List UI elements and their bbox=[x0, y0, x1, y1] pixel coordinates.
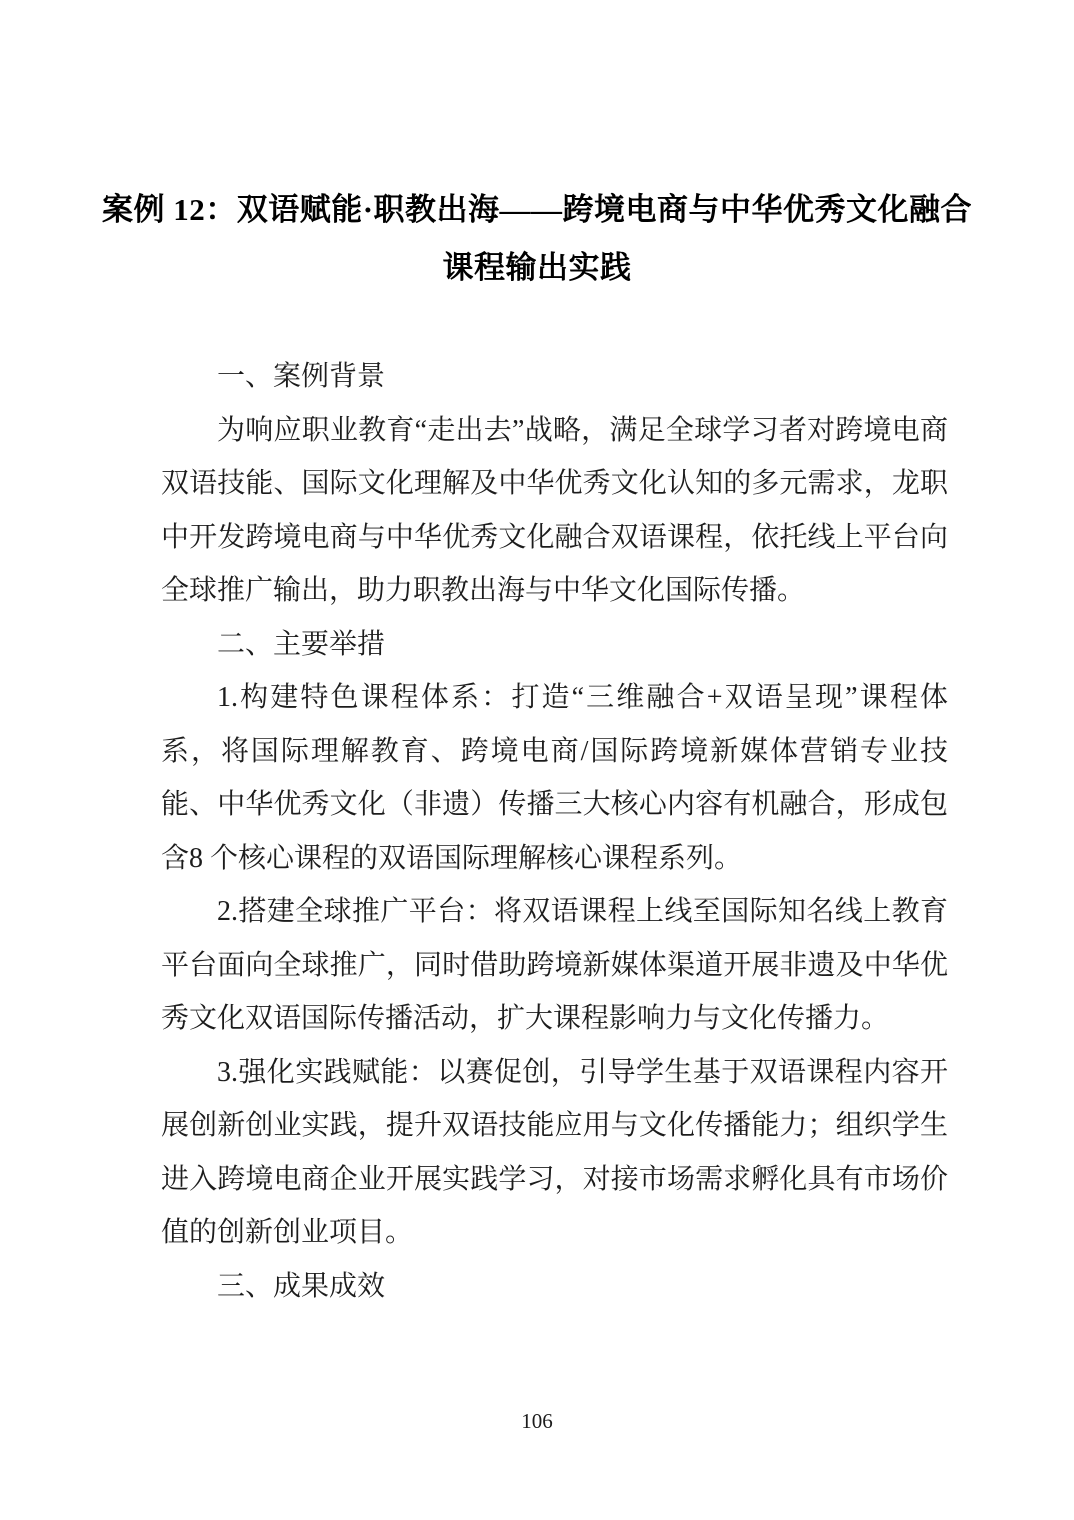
page-footer bbox=[0, 1409, 1074, 1434]
paragraph-measure-3: 3.强化实践赋能：以赛促创，引导学生基于双语课程内容开展创新创业实践，提升双语技能应用与文化传播能力；组织学生进入跨境电商企业开展实践学习，对接市场需求孵化具有市场价值的创新创业项目。 bbox=[161, 1056, 948, 1248]
section-results bbox=[161, 1260, 948, 1314]
paragraph-measure-2: 2.搭建全球推广平台：将双语课程上线至国际知名线上教育平台面向全球推广，同时借助跨境新媒体渠道开展非遗及中华优秀文化双语国际传播活动，扩大课程影响力与文化传播力。 bbox=[161, 896, 948, 1034]
document-title-line-2: 课程输出实践 bbox=[442, 250, 632, 285]
section-heading-1: 一、案例背景 bbox=[217, 361, 386, 392]
paragraph-measure-1: 1.构建特色课程体系：打造“三维融合+双语呈现”课程体系，将国际理解教育、跨境电商/国际跨境新媒体营销专业技能、中华优秀文化（非遗）传播三大核心内容有机融合，形成包含8 个核心课程的双语国际理解核心课程系列。 bbox=[161, 682, 948, 874]
section-main-measures bbox=[161, 618, 948, 1260]
section-heading-3: 三、成果成效 bbox=[217, 1270, 386, 1302]
section-case-background bbox=[161, 350, 948, 618]
document-title bbox=[70, 181, 1004, 297]
page-number: 106 bbox=[521, 1409, 553, 1433]
paragraph-background: 为响应职业教育“走出去”战略，满足全球学习者对跨境电商双语技能、国际文化理解及中华优秀文化认知的多元需求，龙职中开发跨境电商与中华优秀文化融合双语课程，依托线上平台向全球推广输出，助力职教出海与中华文化国际传播。 bbox=[161, 414, 948, 606]
section-heading-2: 二、主要举措 bbox=[217, 628, 386, 660]
document-title-line-1: 案例 12：双语赋能·职教出海——跨境电商与中华优秀文化融合 bbox=[101, 192, 973, 227]
document-body bbox=[161, 350, 948, 1313]
